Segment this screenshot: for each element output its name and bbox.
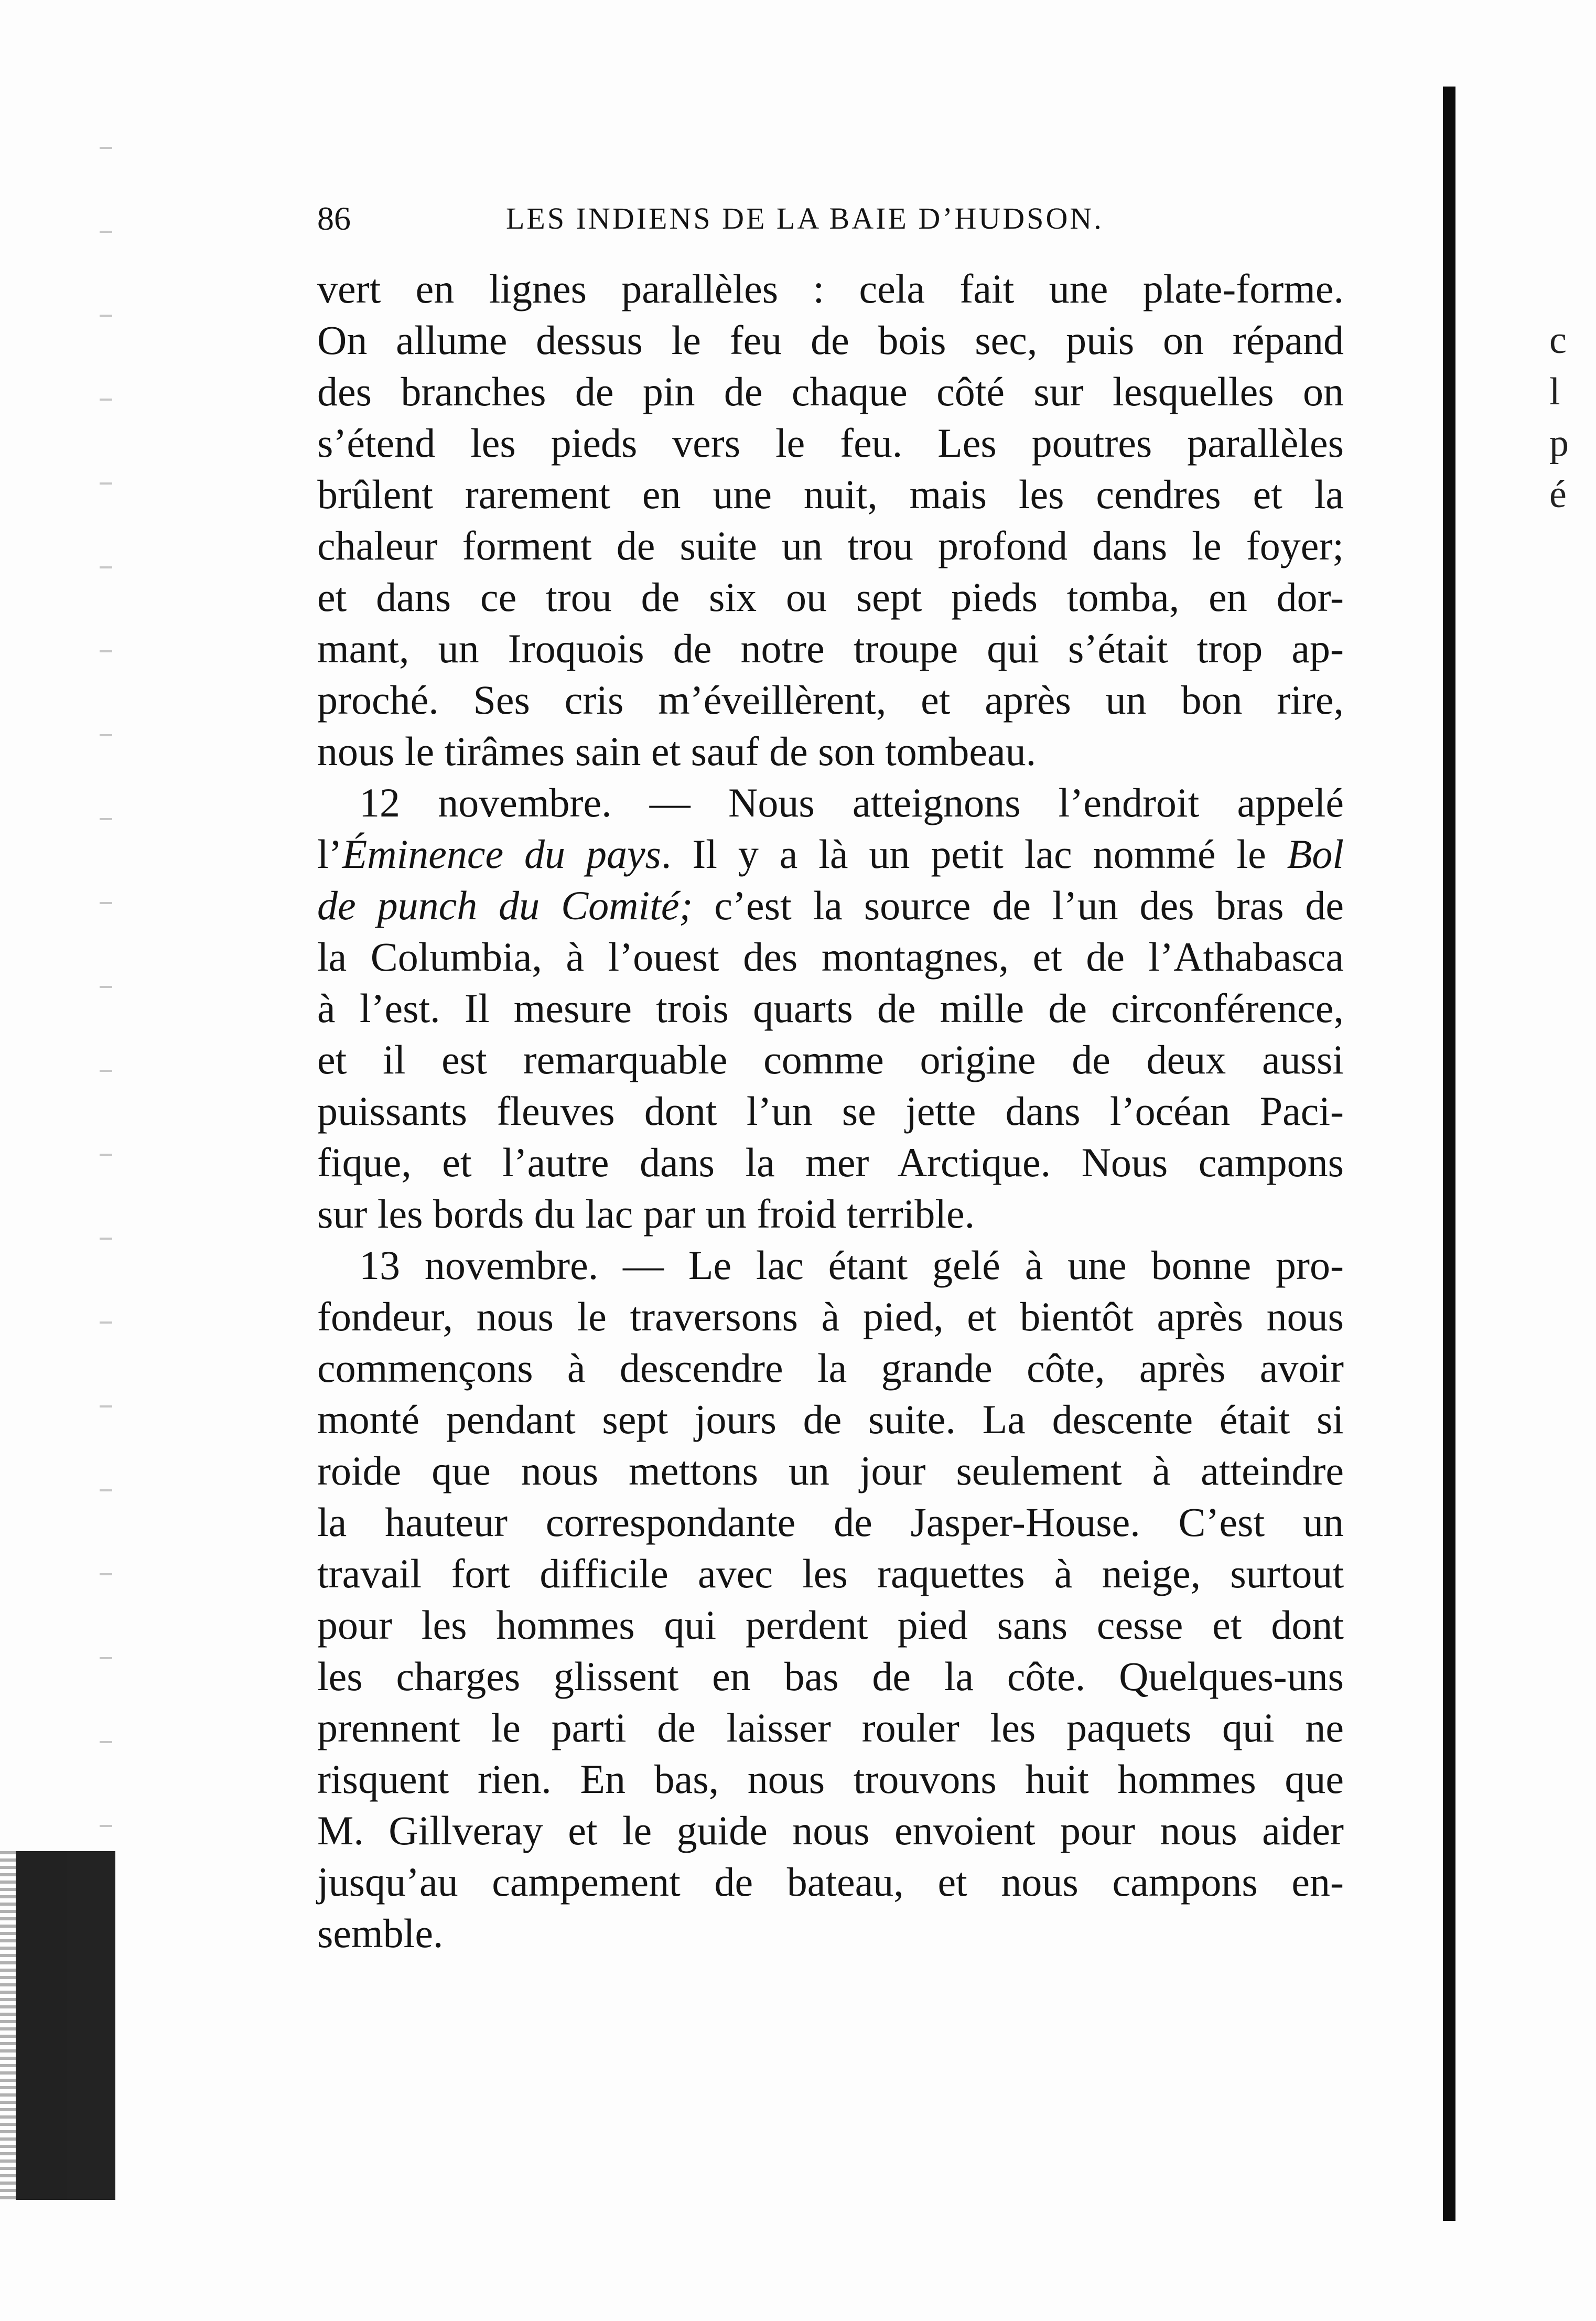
text-line: M. Gillveray et le guide nous envoient pour nous aider [317,1808,1344,1853]
text-line: s’étend les pieds vers le feu. Les poutres parallèles [317,420,1344,466]
running-title: LES INDIENS DE LA BAIE D’HUDSON. [506,201,1104,235]
italic-place-name: de punch du Comité; [317,883,693,928]
text-line: fondeur, nous le traversons à pied, et bientôt après nous [317,1294,1344,1339]
page-number: 86 [317,200,351,237]
text-line: travail fort difficile avec les raquettes à neige, surtout [317,1551,1344,1596]
text-line: proché. Ses cris m’éveillèrent, et après un bon rire, [317,677,1344,723]
text-line: la Columbia, à l’ouest des montagnes, et de l’Athabasca [317,934,1344,980]
text-segment: l’ [317,831,342,877]
fragment-letter: c [1549,319,1567,362]
text-line: chaleur forment de suite un trou profond dans le foyer; [317,523,1344,568]
running-header [317,195,1182,242]
scan-edge-shadow-left [16,1851,115,2200]
text-line: semble. [317,1910,444,1956]
text-line: nous le tirâmes sain et sauf de son tombeau. [317,728,1037,774]
text-line [317,880,1344,931]
text-line: fique, et l’autre dans la mer Arctique. Nous campons [317,1140,1344,1185]
text-line: les charges glissent en bas de la côte. Quelques-uns [317,1653,1344,1699]
text-line: et il est remarquable comme origine de deux aussi [317,1037,1344,1082]
italic-place-name: Bol [1287,831,1344,877]
fragment-letter: p [1549,422,1569,465]
text-line: pour les hommes qui perdent pied sans cesse et dont [317,1602,1344,1648]
scan-edge-shadow-right [1443,87,1455,2221]
text-line: 12 novembre. — Nous atteignons l’endroit appelé [359,780,1344,825]
text-line: 13 novembre. — Le lac étant gelé à une bonne pro- [359,1242,1344,1288]
text-line: des branches de pin de chaque côté sur lesquelles on [317,369,1344,414]
italic-place-name: Éminence du pays [342,831,661,877]
text-line: risquent rien. En bas, nous trouvons huit hommes que [317,1756,1344,1802]
text-line: brûlent rarement en une nuit, mais les cendres et la [317,471,1344,517]
text-line: commençons à descendre la grande côte, après avoir [317,1345,1344,1391]
text-line [317,829,1344,880]
text-line: roide que nous mettons un jour seulement à atteindre [317,1448,1344,1493]
text-line: la hauteur correspondante de Jasper-House. C’est un [317,1499,1344,1545]
text-line: prennent le parti de laisser rouler les paquets qui ne [317,1705,1344,1750]
text-segment: . Il y a là un petit lac nommé le [661,831,1287,877]
text-line: mant, un Iroquois de notre troupe qui s’était trop ap- [317,626,1344,671]
text-line: puissants fleuves dont l’un se jette dans l’océan Paci- [317,1088,1344,1134]
fragment-letter: l [1549,370,1560,413]
text-line: On allume dessus le feu de bois sec, puis on répand [317,317,1344,363]
text-line: à l’est. Il mesure trois quarts de mille de circonférence, [317,985,1344,1031]
text-line: monté pendant sept jours de suite. La descente était si [317,1396,1344,1442]
fragment-letter: é [1549,473,1567,516]
scan-margin-specks [100,110,112,1841]
text-line: sur les bords du lac par un froid terrible. [317,1191,975,1237]
text-segment: c’est la source de l’un des bras de [693,883,1344,928]
adjacent-page-fragments [1549,315,1569,520]
text-line: et dans ce trou de six ou sept pieds tomba, en dor- [317,574,1344,620]
text-line: vert en lignes parallèles : cela fait une plate-forme. [317,266,1344,311]
text-line: jusqu’au campement de bateau, et nous campons en- [317,1859,1344,1905]
body-text [317,263,1344,1959]
